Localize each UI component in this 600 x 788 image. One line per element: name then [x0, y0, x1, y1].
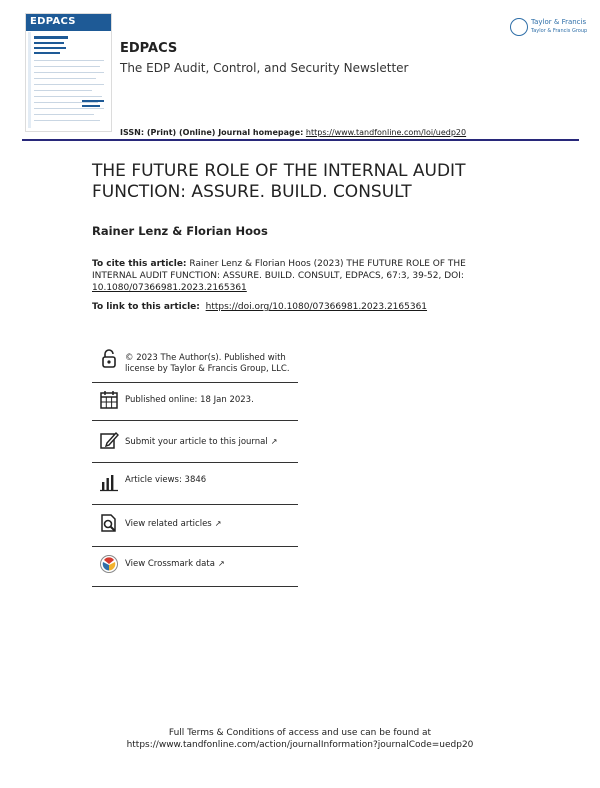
journal-title: EDPACS	[120, 41, 178, 56]
article-views: Article views: 3846	[125, 475, 207, 485]
calendar-icon	[99, 390, 119, 410]
submit-article-link[interactable]: Submit your article to this journal	[125, 437, 268, 447]
view-crossmark-link[interactable]: View Crossmark data	[125, 559, 215, 569]
open-access-lock-icon	[99, 348, 119, 368]
external-link-icon: ↗	[270, 437, 278, 446]
footer	[0, 727, 600, 751]
citation-block	[92, 258, 492, 294]
cover-masthead	[26, 14, 111, 31]
publisher-logo-icon	[510, 18, 528, 36]
related-row[interactable]	[92, 504, 298, 547]
bar-chart-icon	[99, 472, 119, 492]
crossmark-row[interactable]	[92, 546, 298, 587]
external-link-icon: ↗	[214, 519, 222, 528]
footer-line-1: Full Terms & Conditions of access and use can be found at	[168, 728, 432, 738]
edit-icon	[99, 430, 119, 450]
views-row	[92, 462, 298, 505]
cite-doi-link[interactable]: 10.1080/07366981.2023.2165361	[92, 283, 247, 293]
article-link-line	[92, 302, 427, 312]
published-date: Published online: 18 Jan 2023.	[125, 395, 254, 405]
cover-masthead-text: EDPACS	[30, 16, 76, 27]
related-articles-search-icon	[99, 513, 119, 533]
journal-homepage-link[interactable]: https://www.tandfonline.com/loi/uedp20	[305, 128, 467, 137]
header-divider	[22, 139, 579, 141]
external-link-icon: ↗	[217, 559, 225, 568]
license-line-1: © 2023 The Author(s). Published with	[125, 353, 286, 363]
journal-subtitle: The EDP Audit, Control, and Security Newsletter	[120, 61, 409, 75]
cite-label: To cite this article:	[92, 259, 187, 269]
article-authors: Rainer Lenz & Florian Hoos	[92, 224, 268, 238]
license-line-2: license by Taylor & Francis Group, LLC.	[125, 364, 290, 374]
published-row	[92, 382, 298, 421]
view-related-link[interactable]: View related articles	[125, 519, 212, 529]
article-doi-link[interactable]: https://doi.org/10.1080/07366981.2023.2165361	[205, 302, 428, 312]
link-label: To link to this article:	[92, 302, 200, 312]
issn-line	[120, 128, 466, 137]
journal-cover-thumbnail	[25, 13, 112, 132]
license-row	[92, 343, 298, 383]
issn-label: ISSN: (Print) (Online) Journal homepage:	[120, 128, 304, 137]
publisher-logo[interactable]: Taylor & Francis Taylor & Francis Group	[510, 18, 585, 38]
article-title: THE FUTURE ROLE OF THE INTERNAL AUDIT FUNCTION: ASSURE. BUILD. CONSULT	[92, 161, 466, 202]
footer-terms-link[interactable]: https://www.tandfonline.com/action/journalInformation?journalCode=uedp20	[126, 740, 474, 750]
submit-row[interactable]	[92, 420, 298, 463]
cite-text: Rainer Lenz & Florian Hoos (2023) THE FUTURE ROLE OF THE INTERNAL AUDIT FUNCTION: ASSURE. BUILD. CONSULT, EDPACS, 67:3, 39-52, DOI:	[92, 259, 466, 281]
crossmark-icon	[99, 554, 119, 574]
